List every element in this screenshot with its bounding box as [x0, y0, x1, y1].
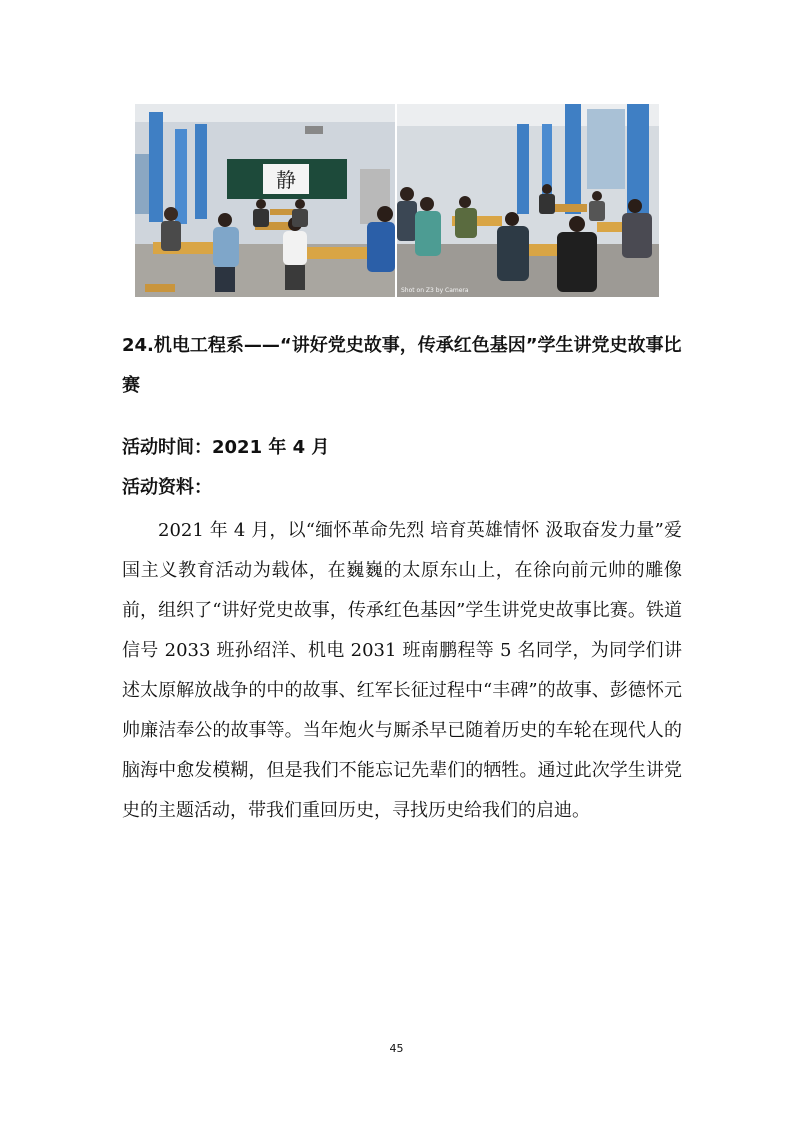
camera-watermark: Shot on Z3 by Camera	[401, 287, 469, 294]
calligraphy-character: 静	[276, 168, 296, 192]
activity-description: 2021 年 4 月，以“缅怀革命先烈 培育英雄情怀 汲取奋发力量”爱国主义教育活动为载体，在巍巍的太原东山上，在徐向前元帅的雕像前，组织了“讲好党史故事，传承红色基因”学生讲党史故事比赛。铁道信号 2033 班孙绍洋、机电 2031 班南鹏程等 5 名同学，为同学们讲述太原解放战争的中的故事、红军长征过程中“丰碑”的故事、彭德怀元帅廉洁奉公的故事等。当年炮火与厮杀早已随着历史的车轮在现代人的脑海中愈发模糊，但是我们不能忘记先辈们的牺牲。通过此次学生讲党史的主题活动，带我们重回历史，寻找历史给我们的启迪。	[122, 520, 682, 821]
page-number: 45	[389, 1042, 404, 1055]
activity-photo-right	[397, 104, 659, 297]
section-title: 24.机电工程系——“讲好党史故事，传承红色基因”学生讲党史故事比赛	[122, 335, 682, 396]
chess-match-photo-illustration	[397, 104, 659, 297]
activity-photo-left	[135, 104, 395, 297]
classroom-photo-illustration	[135, 104, 395, 297]
activity-time: 活动时间：2021 年 4 月	[122, 437, 330, 458]
activity-material-label: 活动资料：	[122, 477, 212, 498]
